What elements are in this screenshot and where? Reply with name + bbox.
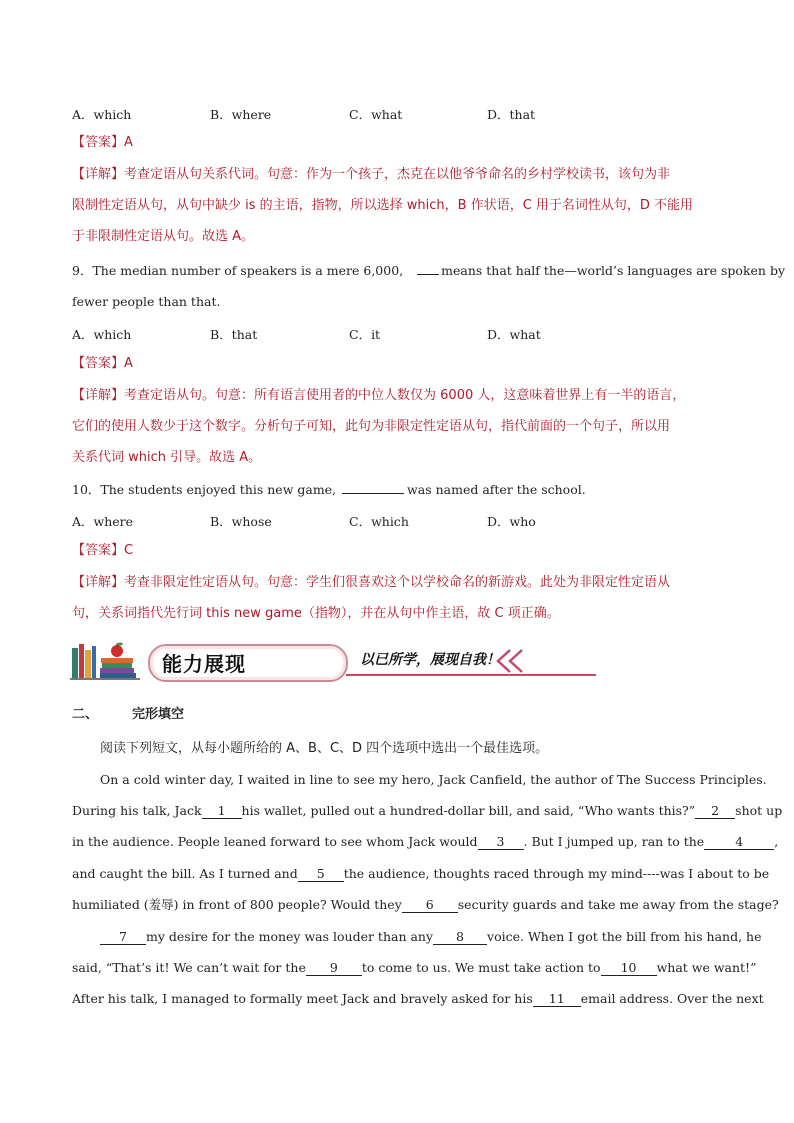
answer-value: A: [124, 356, 133, 371]
detail-label: 【详解】: [72, 388, 125, 403]
option-a: A．which: [72, 327, 132, 342]
option-c: C．which: [349, 514, 409, 529]
section-number: 二、: [72, 707, 99, 722]
text: my desire for the money was louder than any: [146, 929, 434, 944]
q10-blank: [342, 493, 404, 494]
text: said, “That’s it! We can’t wait for the: [72, 960, 306, 975]
option-b: B．whose: [210, 514, 272, 529]
q10-detail-line-1: [72, 574, 670, 592]
blank-3[interactable]: 3: [478, 835, 524, 850]
passage-line-7: [72, 959, 756, 977]
q9-detail-line-1: [72, 387, 685, 405]
q8-detail-line-2: 限制性定语从句，从句中缺少 is 的主语，指物，所以选择 which，B 作状语，C 用于名词性从句，D 不能用: [72, 198, 694, 213]
option-b: B．that: [210, 327, 258, 342]
q10-detail-line-2: 句，关系词指代先行词 this new game（指物），并在从句中作主语，故 C 项正确。: [72, 606, 560, 621]
text: the audience, thoughts raced through my mind----was I about to be: [343, 866, 770, 881]
q9-detail-line-2: 它们的使用人数少于这个数字。分析句子可知，此句为非限定性定语从句，指代前面的一个句子，所以用: [72, 419, 671, 434]
blank-11[interactable]: 11: [533, 992, 581, 1007]
option-d: D．that: [487, 107, 536, 122]
q9-stem-line-2: fewer people than that.: [72, 294, 221, 309]
text: his wallet, pulled out a hundred-dollar bill, and said, “Who wants this?”: [241, 803, 696, 818]
text: email address. Over the next: [580, 991, 764, 1006]
banner-slogan: 以已所学，展现自我！: [360, 652, 500, 668]
text: security guards and take me away from the stage?: [457, 897, 779, 912]
text: humiliated (羞辱) in front of 800 people? Would they: [72, 897, 402, 912]
detail-text: 考查定语从句关系代词。句意：作为一个孩子，杰克在以他爷爷命名的乡村学校读书，该句为非: [124, 167, 671, 182]
blank-5[interactable]: 5: [298, 867, 344, 882]
passage-line-5: [72, 896, 779, 914]
option-d: D．what: [487, 327, 541, 342]
answer-label: 【答案】: [72, 356, 125, 371]
text: shot up: [735, 803, 783, 818]
double-arrow-icon: [490, 646, 530, 676]
passage-line-8: [72, 990, 764, 1008]
text: After his talk, I managed to formally meet Jack and bravely asked for his: [72, 991, 533, 1006]
answer-value: C: [124, 543, 134, 558]
option-c: C．what: [349, 107, 403, 122]
banner-title: 能力展现: [162, 652, 246, 676]
q8-answer: [72, 134, 133, 152]
option-a: A．which: [72, 107, 132, 122]
instruction: 阅读下列短文，从每小题所给的 A、B、C、D 四个选项中选出一个最佳选项。: [100, 741, 549, 756]
passage-line-6: [72, 928, 761, 946]
detail-label: 【详解】: [72, 575, 125, 590]
blank-1[interactable]: 1: [202, 804, 242, 819]
q10-answer: [72, 542, 133, 560]
q9-stem-post: means that half the—world’s languages are spoken by: [441, 263, 786, 278]
passage-line-4: [72, 865, 769, 883]
passage-line-1: On a cold winter day, I waited in line to see my hero, Jack Canfield, the author of The Success Principles.: [100, 772, 767, 787]
text: voice. When I got the bill from his hand, he: [487, 929, 762, 944]
q9-detail-line-3: 关系代词 which 引导。故选 A。: [72, 450, 262, 465]
q9-stem-pre: 9．The median number of speakers is a mere 6,000,: [72, 263, 404, 278]
text: to come to us. We must take action to: [361, 960, 601, 975]
section-heading: [72, 706, 184, 724]
option-d: D．who: [487, 514, 536, 529]
text: in the audience. People leaned forward to see whom Jack would: [72, 834, 478, 849]
q9-stem-line-1: [72, 262, 785, 280]
passage-line-2: [72, 802, 782, 820]
blank-7[interactable]: 7: [100, 930, 146, 945]
answer-label: 【答案】: [72, 135, 125, 150]
q10-stem-pre: 10．The students enjoyed this new game,: [72, 482, 337, 497]
books-apple-icon: [70, 640, 140, 680]
q10-stem-post: was named after the school.: [407, 482, 586, 497]
answer-label: 【答案】: [72, 543, 125, 558]
text: During his talk, Jack: [72, 803, 202, 818]
blank-8[interactable]: 8: [433, 930, 487, 945]
option-c: C．it: [349, 327, 381, 342]
q8-detail-line-3: 于非限制性定语从句。故选 A。: [72, 229, 255, 244]
answer-value: A: [124, 135, 133, 150]
q9-answer: [72, 355, 133, 373]
text: what we want!”: [656, 960, 757, 975]
blank-9[interactable]: 9: [306, 961, 362, 976]
q10-stem: [72, 481, 586, 499]
banner-underline: [346, 674, 596, 676]
blank-2[interactable]: 2: [695, 804, 735, 819]
option-a: A．where: [72, 514, 134, 529]
text: and caught the bill. As I turned and: [72, 866, 298, 881]
q9-blank: [417, 274, 439, 275]
detail-text: 考查非限定性定语从句。句意：学生们很喜欢这个以学校命名的新游戏。此处为非限定性定语从: [124, 575, 671, 590]
blank-4[interactable]: 4: [704, 835, 774, 850]
blank-10[interactable]: 10: [601, 961, 657, 976]
section-banner: [70, 638, 530, 684]
detail-text: 考查定语从句。句意：所有语言使用者的中位人数仅为 6000 人，这意味着世界上有一半的语言，: [124, 388, 686, 403]
detail-label: 【详解】: [72, 167, 125, 182]
passage-line-3: [72, 833, 778, 851]
q8-detail-line-1: [72, 166, 670, 184]
text: . But I jumped up, ran to the: [523, 834, 705, 849]
blank-6[interactable]: 6: [402, 898, 458, 913]
section-title: 完形填空: [132, 707, 185, 722]
text: ,: [774, 834, 779, 849]
option-b: B．where: [210, 107, 272, 122]
